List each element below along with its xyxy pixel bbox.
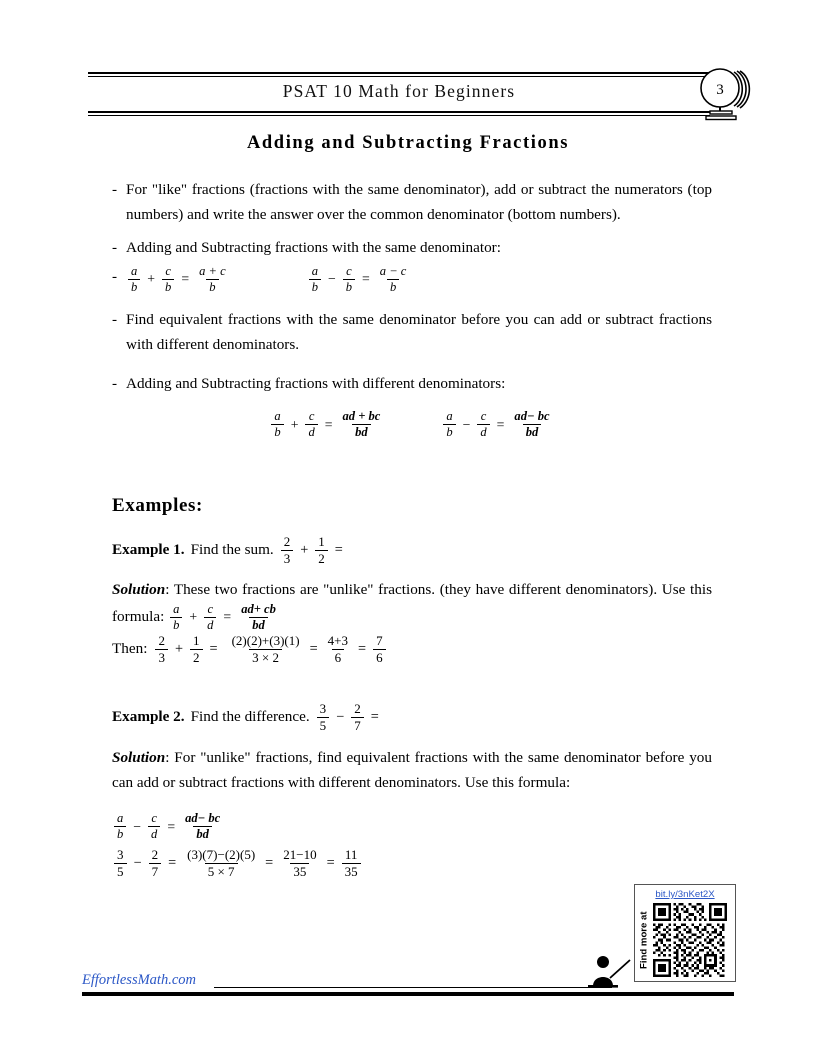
solution-text: These two fractions are "unlike" fractions. (they have different denominators). Use this formula: [112, 581, 712, 625]
frac-numerator: a + c [199, 263, 226, 278]
frac-denominator: b [128, 279, 140, 294]
frac-denominator: b [309, 279, 321, 294]
frac-numerator: 3 [117, 847, 124, 862]
frac-numerator: a [117, 811, 124, 825]
frac-numerator: 1 [193, 633, 200, 648]
example-1-expression [279, 535, 348, 565]
frac-numerator: 7 [376, 633, 383, 648]
frac-denominator: 5 [114, 863, 127, 879]
frac-denominator: 35 [290, 863, 309, 879]
frac-numerator: a [131, 263, 138, 278]
frac-numerator: a [446, 409, 453, 424]
frac-denominator: 3 × 2 [249, 649, 282, 665]
solution-colon: : [165, 581, 170, 598]
frac-numerator: ad− bc [514, 409, 550, 424]
bullet-dash: - [112, 239, 118, 257]
frac-numerator: 2 [158, 633, 165, 648]
math-operator: − [133, 854, 142, 871]
formula-different-denominator-addition [269, 410, 385, 439]
example-2-solution-formula [112, 812, 225, 841]
book-title: PSAT 10 Math for Beginners [282, 81, 516, 101]
math-equals: = [334, 541, 343, 558]
math-equals: = [168, 854, 177, 871]
frac-numerator: 2 [151, 847, 159, 862]
example-1-label: Example 1. [112, 540, 185, 558]
solution-label: Solution [112, 581, 166, 598]
example-1-solution-formula [168, 603, 281, 632]
solution-label: Solution [112, 749, 166, 766]
frac-denominator: 5 [317, 717, 330, 733]
examples-heading: Examples: [112, 495, 203, 516]
qr-caption: Find more at [638, 911, 650, 969]
frac-denominator: b [443, 424, 455, 439]
example-2-block [112, 702, 712, 732]
frac-denominator: b [170, 617, 182, 632]
math-equals: = [223, 609, 232, 625]
frac-numerator: c [207, 601, 214, 616]
frac-numerator: 21−10 [283, 847, 317, 862]
frac-numerator: a [173, 601, 180, 616]
formula-row-same-denominator [112, 265, 712, 294]
math-operator: − [462, 416, 471, 432]
example-2-solution-formula-line [112, 812, 712, 841]
math-operator: + [290, 416, 299, 432]
math-equals: = [265, 854, 274, 871]
math-operator: + [147, 271, 156, 287]
frac-numerator: 4+3 [327, 633, 349, 648]
frac-numerator: 2 [283, 534, 291, 549]
frac-denominator: b [387, 279, 399, 294]
frac-numerator: c [346, 263, 352, 278]
bullet-item-4 [112, 372, 712, 397]
frac-numerator: c [480, 409, 487, 424]
frac-denominator: d [148, 826, 160, 841]
frac-denominator: b [162, 279, 174, 294]
math-operator: − [133, 818, 142, 834]
example-1-prompt: Find the sum. [190, 540, 274, 558]
footer-site-name[interactable]: EffortlessMath.com [82, 972, 196, 988]
frac-denominator: b [271, 424, 283, 439]
teacher-icon [588, 952, 634, 990]
qr-code-image[interactable] [653, 903, 727, 977]
example-1-solution [112, 578, 712, 632]
frac-denominator: bd [523, 424, 542, 439]
math-equals: = [324, 416, 333, 432]
formula-same-denominator-subtraction [307, 265, 412, 294]
example-2-expression [315, 702, 384, 732]
frac-denominator: 3 [281, 550, 294, 566]
frac-denominator: 7 [149, 863, 162, 879]
math-equals: = [326, 854, 335, 871]
math-equals: = [358, 640, 367, 657]
frac-denominator: bd [193, 826, 212, 841]
math-operator: + [174, 640, 183, 657]
math-operator: + [300, 541, 309, 558]
globe-icon [694, 66, 756, 122]
math-equals: = [181, 271, 190, 287]
frac-denominator: b [206, 279, 218, 294]
frac-denominator: b [343, 279, 355, 294]
bullet-text: Adding and Subtracting fractions with different denominators: [126, 374, 506, 392]
bullet-text: Find equivalent fractions with the same denominator before you can add or subtract fractions with different denominators. [126, 311, 712, 353]
example-2-work-expression [112, 848, 363, 878]
frac-denominator: 5 × 7 [205, 863, 238, 879]
math-operator: + [189, 609, 198, 625]
frac-denominator: 6 [332, 649, 345, 665]
frac-numerator: a − c [379, 263, 407, 278]
teacher-illustration [588, 952, 634, 990]
page-header [88, 72, 710, 116]
qr-promo-card[interactable] [634, 884, 736, 982]
qr-short-link[interactable]: bit.ly/3nKet2X [655, 889, 715, 900]
solution-text: For "unlike" fractions, find equivalent fractions with the same denominator before you can add or subtract fractions with different denominators. Use this formula: [112, 749, 712, 791]
frac-denominator: d [477, 424, 489, 439]
frac-denominator: d [305, 424, 317, 439]
math-equals: = [362, 271, 370, 287]
header-rule-top [88, 72, 710, 77]
math-equals: = [209, 640, 218, 657]
formula-row-different-denominator [112, 410, 712, 439]
bullet-text: For "like" fractions (fractions with the same denominator), add or subtract the numerators (top numbers) and write the answer over the common denominator (bottom numbers). [126, 181, 712, 223]
frac-denominator: 6 [373, 649, 386, 665]
example-2-work-line [112, 848, 712, 878]
math-equals: = [370, 708, 379, 725]
globe-page-number-badge [694, 66, 756, 122]
frac-denominator: 7 [351, 717, 364, 733]
footer-rule [214, 987, 612, 988]
frac-numerator: 11 [344, 847, 358, 862]
example-2-prompt: Find the difference. [190, 707, 310, 725]
example-1-prompt-line [112, 535, 712, 565]
frac-denominator: bd [249, 617, 268, 632]
formula-same-denominator-addition [126, 265, 231, 294]
frac-numerator: a [311, 263, 318, 278]
frac-numerator: a [274, 409, 281, 424]
frac-numerator: (3)(7)−(2)(5) [187, 847, 256, 862]
math-equals: = [309, 640, 318, 657]
bullet-dash: - [112, 267, 118, 285]
bullet-item-1 [112, 178, 712, 227]
frac-numerator: c [165, 263, 171, 278]
header-rule-bottom [88, 111, 710, 116]
example-1-work-line [112, 634, 712, 664]
math-equals: = [496, 416, 505, 432]
frac-numerator: ad + bc [342, 409, 381, 424]
frac-numerator: 3 [319, 701, 327, 716]
frac-numerator: c [308, 409, 315, 424]
bullet-dash: - [112, 181, 118, 198]
lesson-content [112, 178, 712, 440]
bullet-dash: - [112, 374, 118, 392]
bullet-item-2 [112, 236, 712, 261]
page-number-text: 3 [716, 82, 724, 98]
bullet-dash: - [112, 311, 118, 329]
frac-denominator: 2 [315, 550, 328, 566]
frac-denominator: 3 [155, 649, 168, 665]
frac-denominator: 35 [342, 863, 361, 879]
frac-denominator: b [114, 826, 126, 841]
bullet-item-3 [112, 308, 712, 357]
frac-numerator: ad− bc [185, 811, 221, 825]
formula-different-denominator-subtraction [441, 410, 554, 439]
example-2-label: Example 2. [112, 707, 185, 725]
section-title: Adding and Subtracting Fractions [246, 133, 570, 153]
example-2-prompt-line [112, 702, 712, 732]
qr-code-svg [653, 903, 727, 977]
example-2-solution [112, 746, 712, 795]
math-equals: = [167, 818, 176, 834]
solution-colon: : [165, 749, 170, 766]
frac-numerator: ad+ cb [241, 601, 276, 616]
frac-numerator: 1 [318, 534, 325, 549]
example-1-block [112, 535, 712, 565]
footer-bottom-bar [82, 992, 734, 996]
frac-denominator: bd [352, 424, 371, 439]
then-label: Then: [112, 639, 148, 657]
frac-denominator: 2 [190, 649, 203, 665]
frac-numerator: c [151, 811, 157, 825]
example-1-work-expression [153, 634, 387, 664]
frac-numerator: (2)(2)+(3)(1) [231, 633, 300, 648]
frac-denominator: d [204, 617, 216, 632]
math-operator: − [327, 271, 336, 287]
bullet-text: Adding and Subtracting fractions with the same denominator: [126, 239, 501, 257]
frac-numerator: 2 [354, 701, 361, 716]
math-operator: − [336, 708, 345, 725]
